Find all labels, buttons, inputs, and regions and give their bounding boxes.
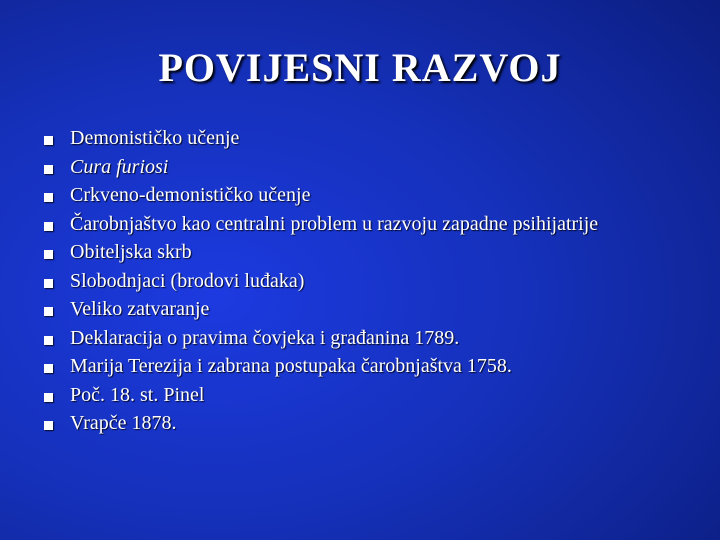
bullet-text: Obiteljska skrb — [70, 241, 192, 263]
square-bullet-icon — [44, 193, 53, 202]
list-item — [44, 128, 664, 148]
square-bullet-icon — [44, 222, 53, 231]
list-item — [44, 271, 664, 291]
bullet-text: Vrapče 1878. — [70, 412, 177, 434]
bullet-text: Crkveno-demonističko učenje — [70, 184, 311, 206]
bullet-list — [44, 128, 664, 442]
list-item — [44, 356, 664, 376]
bullet-text: Demonističko učenje — [70, 127, 240, 149]
list-item — [44, 242, 664, 262]
square-bullet-icon — [44, 250, 53, 259]
square-bullet-icon — [44, 136, 53, 145]
slide-title: POVIJESNI RAZVOJ — [158, 45, 562, 90]
square-bullet-icon — [44, 393, 53, 402]
bullet-text: Cura furiosi — [70, 155, 169, 178]
square-bullet-icon — [44, 307, 53, 316]
list-item — [44, 299, 664, 319]
square-bullet-icon — [44, 364, 53, 373]
bullet-text: Slobodnjaci (brodovi luđaka) — [70, 269, 305, 292]
list-item — [44, 328, 664, 348]
list-item — [44, 214, 664, 234]
list-item — [44, 185, 664, 205]
bullet-text: Deklaracija o pravima čovjeka i građanina 1789. — [70, 326, 460, 349]
list-item — [44, 413, 664, 433]
square-bullet-icon — [44, 336, 53, 345]
square-bullet-icon — [44, 165, 53, 174]
square-bullet-icon — [44, 421, 53, 430]
list-item — [44, 157, 664, 177]
bullet-text: Marija Terezija i zabrana postupaka čarobnjaštva 1758. — [70, 355, 512, 377]
square-bullet-icon — [44, 279, 53, 288]
bullet-text: Poč. 18. st. Pinel — [70, 383, 205, 406]
list-item — [44, 385, 664, 405]
bullet-text: Veliko zatvaranje — [70, 298, 210, 320]
bullet-text: Čarobnjaštvo kao centralni problem u razvoju zapadne psihijatrije — [70, 212, 599, 235]
